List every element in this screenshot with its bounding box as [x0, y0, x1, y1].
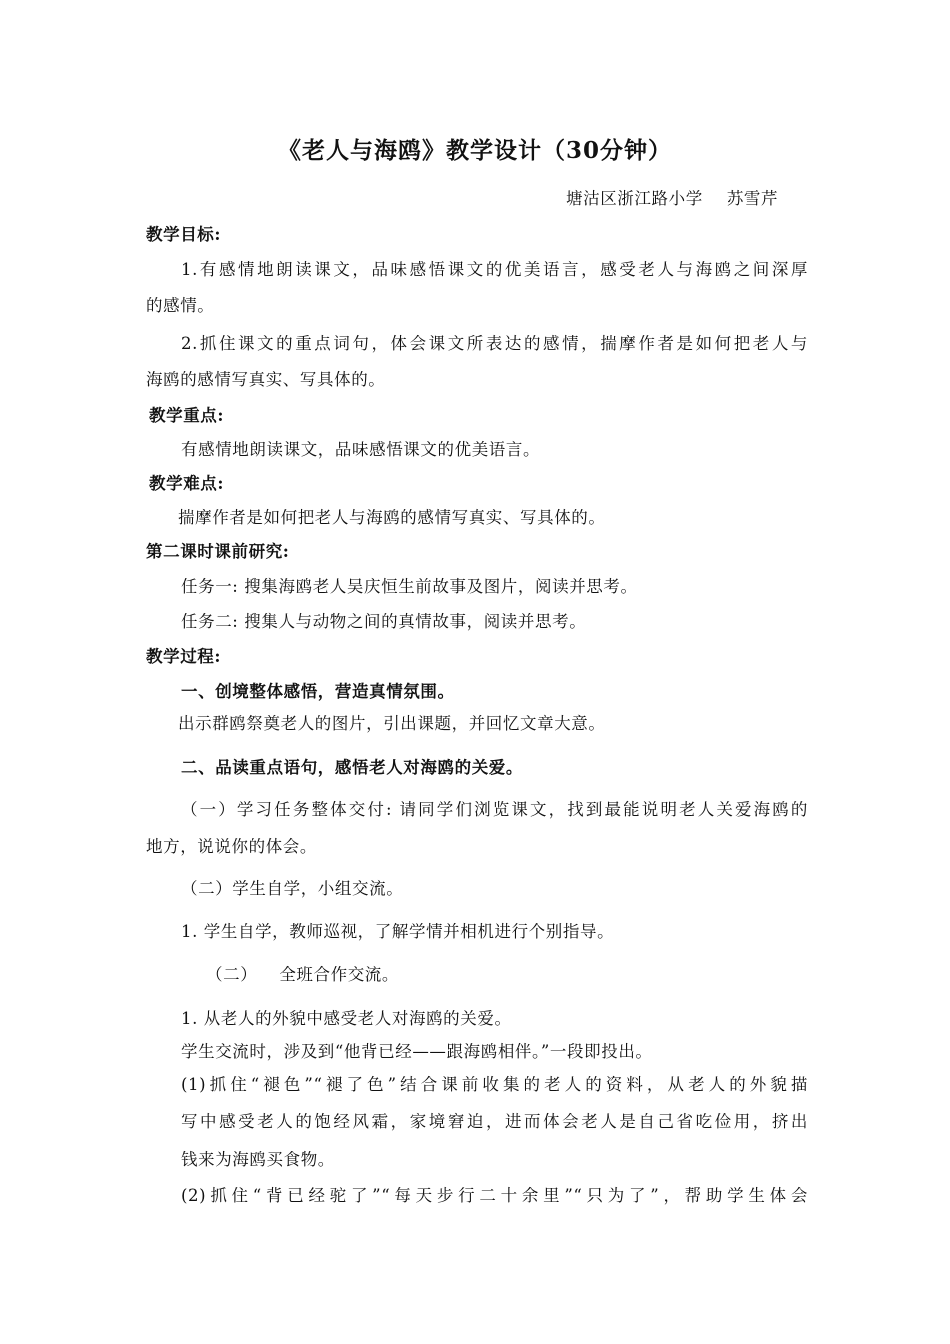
pre-study-task-1: 任务一: 搜集海鸥老人吴庆恒生前故事及图片，阅读并思考。 [181, 577, 638, 596]
sub-3-text: 全班合作交流。 [279, 965, 400, 984]
process-heading: 教学过程: [146, 647, 222, 666]
sub-3-item-1: 1. 从老人的外貌中感受老人对海鸥的关爱。 [181, 1009, 512, 1028]
author-line [566, 188, 778, 210]
sub-1-line-2: 地方，说说你的体会。 [146, 837, 317, 856]
difficulty-text: 揣摩作者是如何把老人与海鸥的感情写真实、写具体的。 [178, 508, 606, 527]
point-1-line-3: 钱来为海鸥买食物。 [181, 1150, 335, 1169]
pre-study-heading: 第二课时课前研究: [146, 542, 290, 561]
school-name: 塘沽区浙江路小学 [566, 189, 703, 208]
goal-1-line-2: 的感情。 [146, 296, 215, 315]
difficulty-heading: 教学难点: [149, 474, 225, 493]
step-2-title: 二、品读重点语句，感悟老人对海鸥的关爱。 [181, 758, 523, 777]
point-1-line-1: (1)抓住“褪色”“褪了色”结合课前收集的老人的资料，从老人的外貌描 [181, 1075, 808, 1094]
goals-heading: 教学目标: [146, 225, 222, 244]
point-2-line-1: (2)抓住“背已经驼了”“每天步行二十余里”“只为了”，帮助学生体会 [181, 1186, 808, 1205]
step-1-text: 出示群鸥祭奠老人的图片，引出课题，并回忆文章大意。 [178, 714, 606, 733]
sub-3-text-2: 学生交流时，涉及到“他背已经——跟海鸥相伴。”一段即投出。 [181, 1042, 653, 1061]
sub-2-title: （二）学生自学，小组交流。 [181, 879, 404, 898]
pre-study-task-2: 任务二: 搜集人与动物之间的真情故事，阅读并思考。 [181, 612, 587, 631]
goal-2-line-2: 海鸥的感情写真实、写具体的。 [146, 370, 386, 389]
key-point-heading: 教学重点: [149, 406, 225, 425]
key-point-text: 有感情地朗读课文，品味感悟课文的优美语言。 [181, 440, 541, 459]
sub-1-line-1: （一）学习任务整体交付: 请同学们浏览课文，找到最能说明老人关爱海鸥的 [181, 800, 808, 819]
sub-2-item-1: 1. 学生自学，教师巡视，了解学情并相机进行个别指导。 [181, 922, 615, 941]
point-1-line-2: 写中感受老人的饱经风霜，家境窘迫，进而体会老人是自己省吃俭用，挤出 [181, 1112, 808, 1131]
author-name: 苏雪芹 [726, 189, 779, 208]
document-title: 《老人与海鸥》教学设计（30分钟） [277, 137, 672, 164]
goal-2-line-1: 2.抓住课文的重点词句，体会课文所表达的感情，揣摩作者是如何把老人与 [181, 334, 808, 353]
sub-3-label: （二） [206, 965, 258, 984]
sub-3-title [206, 964, 868, 986]
step-1-title: 一、创境整体感悟，营造真情氛围。 [181, 682, 455, 701]
goal-1-line-1: 1.有感情地朗读课文，品味感悟课文的优美语言，感受老人与海鸥之间深厚 [181, 260, 808, 279]
